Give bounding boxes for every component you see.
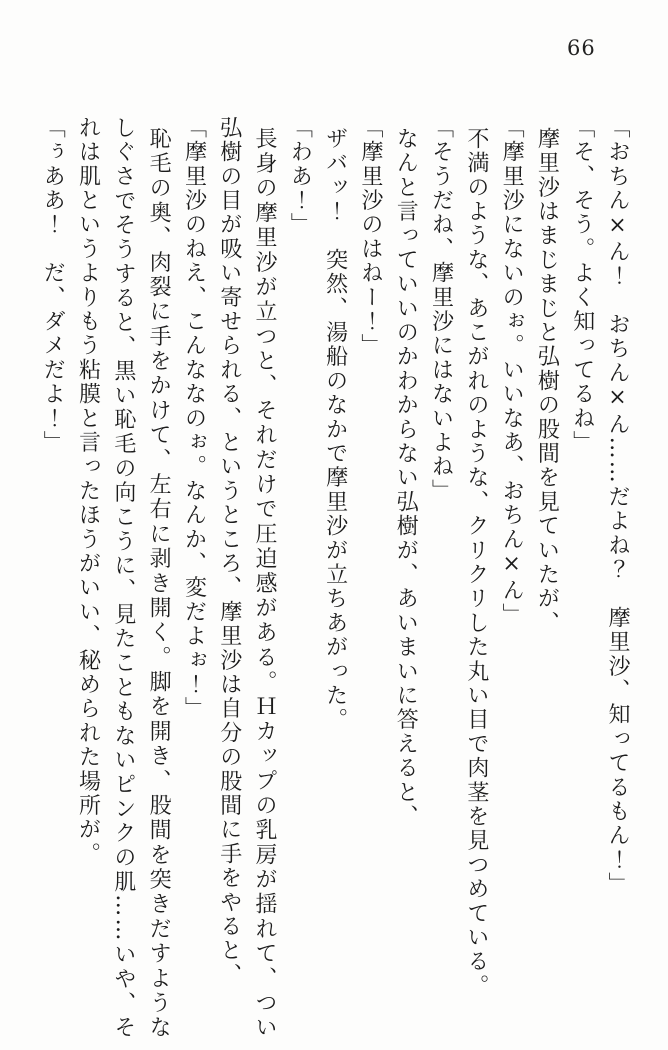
page-text — [34, 116, 635, 1040]
page-number: 66 — [567, 36, 596, 60]
dialogue-line: 「摩里沙のはねー！」 — [357, 116, 383, 358]
narration-line: なんと言っていいのかわからない弘樹が、あいまいに答えると、 — [393, 127, 419, 829]
narration-line: 不満のような、あこがれのような、クリクリした丸い目で肉茎を見つめている。 — [463, 127, 489, 999]
dialogue-line: 「そうだね、摩里沙にはないよね」 — [428, 116, 454, 504]
narration-line: ザバッ！ 突然、湯船のなかで摩里沙が立ちあがった。 — [322, 127, 348, 732]
narration-line: 長身の摩里沙が立つと、それだけで圧迫感がある。Ｈカップの乳房が揺れて、つい弘樹の目が吸い寄せられる、というところ、摩里沙は自分の股間に手をやると、 — [216, 116, 278, 1040]
dialogue-line: 「ぅああ！ だ、ダメだよ！」 — [40, 116, 66, 455]
dialogue-line: 「おちん×ん！ おちん×ん……だよね？ 摩里沙、知ってるもん！」 — [605, 116, 630, 897]
narration-line: 恥毛の奥、肉裂に手をかけて、左右に剥き開く。脚を開き、股間を突きだすようなしぐさでそうすると、黒い恥毛の向こうに、見たこともないピンクの肌……いや、それは肌というよりもう粘膜と言ったほうがいい、秘められた場所が。 — [75, 116, 172, 1040]
dialogue-line: 「摩里沙にないのぉ。いいなあ、おちん×ん」 — [499, 116, 525, 628]
dialogue-line: 「摩里沙のねえ、こんななのぉ。なんか、変だよぉ！」 — [181, 116, 207, 721]
dialogue-line: 「わあ！」 — [287, 116, 313, 237]
dialogue-line: 「そ、そう。よく知ってるね」 — [569, 116, 595, 455]
narration-line: 摩里沙はまじまじと弘樹の股間を見ていたが、 — [534, 127, 560, 636]
